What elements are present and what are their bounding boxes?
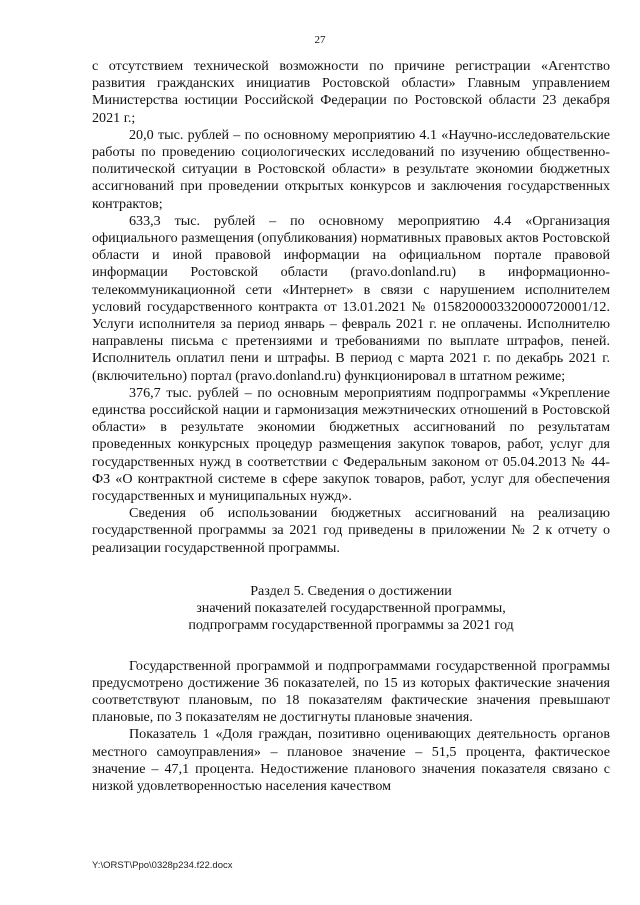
footer-file-path: Y:\ORST\Ppo\0328p234.f22.docx xyxy=(92,860,233,871)
paragraph-7: Показатель 1 «Доля граждан, позитивно оценивающих деятельность органов местного самоуправления» – плановое значение – 51,5 процента, фактическое значение – 47,1 процента. Недостижение планового значения показателя связано с низкой удовлетворенностью населения качеством xyxy=(92,726,610,794)
section-heading xyxy=(92,583,610,635)
paragraph-4: 376,7 тыс. рублей – по основным мероприятиям подпрограммы «Укрепление единства российской нации и гармонизация межэтнических отношений в Ростовской области» в результате экономии бюджетных ассигнований по результатам проведенных конкурсных процедур размещения закупок товаров, работ, услуг для государственных нужд в соответствии с Федеральным законом от 05.04.2013 № 44-ФЗ «О контрактной системе в сфере закупок товаров, работ, услуг для обеспечения государственных и муниципальных нужд». xyxy=(92,384,610,505)
document-body xyxy=(92,58,610,795)
paragraph-6: Государственной программой и подпрограммами государственной программы предусмотрено достижение 36 показателей, по 15 из которых фактические значения соответствуют плановым, по 18 показателям фактические значения превышают плановые, по 3 показателям не достигнуты плановые значения. xyxy=(92,657,610,726)
paragraph-2: 20,0 тыс. рублей – по основному мероприятию 4.1 «Научно-исследовательские работы по проведению социологических исследований по изучению общественно-политической ситуации в Ростовской области» в результате экономии бюджетных ассигнований при проведении открытых конкурсов и заключения государственных контрактов; xyxy=(92,126,610,212)
paragraph-3: 633,3 тыс. рублей – по основному мероприятию 4.4 «Организация официального размещения (опубликования) нормативных правовых актов Ростовской области и иной правовой информации на официальном портале правовой информации Ростовской области (pravo.donland.ru) в информационно-телекоммуникационной сети «Интернет» в связи с нарушением исполнителем условий государственного контракта от 13.01.2021 № 0158200003320000720001/12. Услуги исполнителя за период январь – февраль 2021 г. не оплачены. Исполнителю направлены письма с претензиями и требованиями по выплате штрафов, пеней. Исполнитель оплатил пени и штрафы. В период с марта 2021 г. по декабрь 2021 г. (включительно) портал (pravo.donland.ru) функционировал в штатном режиме; xyxy=(92,212,610,384)
section-heading-line-2: значений показателей государственной программы, xyxy=(196,600,506,617)
page-number: 27 xyxy=(314,34,326,46)
section-heading-line-1: Раздел 5. Сведения о достижении xyxy=(250,582,452,599)
paragraph-1: с отсутствием технической возможности по причине регистрации «Агентство развития гражданских инициатив Ростовской области» Главным управлением Министерства юстиции Российской Федерации по Ростовской области 23 декабря 2021 г.; xyxy=(92,58,610,126)
section-heading-line-3: подпрограмм государственной программы за 2021 год xyxy=(188,617,514,634)
paragraph-5: Сведения об использовании бюджетных ассигнований на реализацию государственной программы за 2021 год приведены в приложении № 2 к отчету о реализации государственной программы. xyxy=(92,505,610,556)
